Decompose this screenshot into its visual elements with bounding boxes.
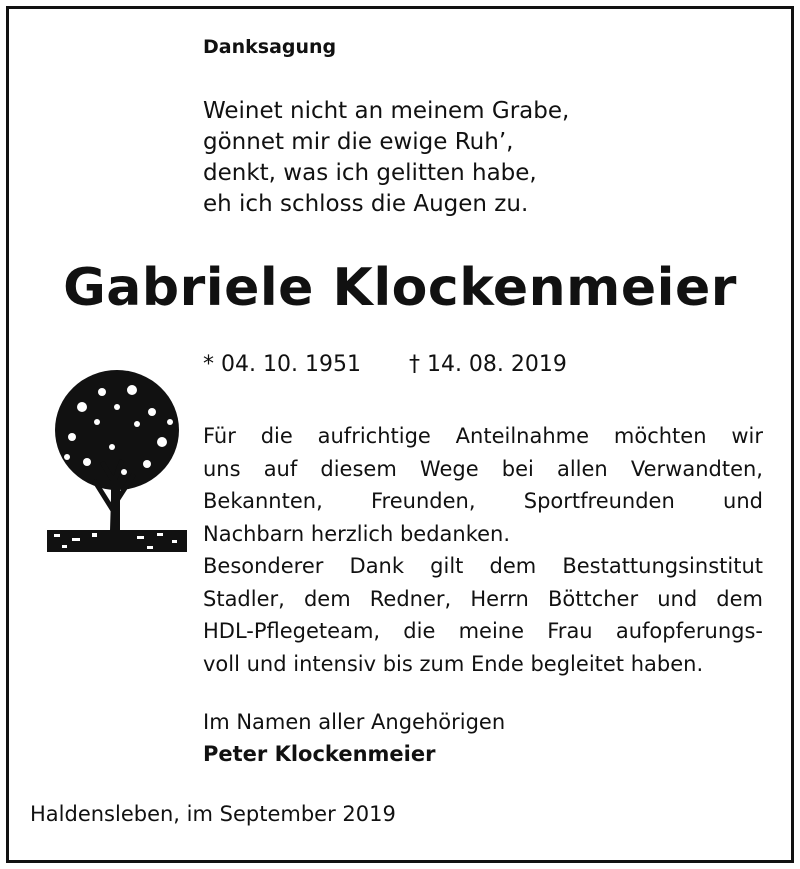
poem-line: eh ich schloss die Augen zu. — [203, 191, 529, 217]
deceased-name: Gabriele Klockenmeier — [63, 258, 737, 318]
signature-block — [203, 706, 505, 770]
thanks-line: Stadler, dem Redner, Herrn Böttcher und dem — [203, 586, 763, 611]
poem-line: gönnet mir die ewige Ruh’, — [203, 129, 514, 155]
thanks-line: Bekannten, Freunden, Sportfreunden und — [203, 489, 763, 513]
closing-line: Im Namen aller Angehörigen — [203, 710, 506, 734]
thanks-line: Besonderer Dank gilt dem Bestattungsinstitut — [203, 554, 763, 578]
thanks-line: voll und intensiv bis zum Ende begleitet haben. — [203, 651, 704, 676]
signer-name: Peter Klockenmeier — [203, 742, 436, 766]
poem-line: denkt, was ich gelitten habe, — [203, 160, 537, 186]
place-date: Haldensleben, im September 2019 — [30, 802, 396, 826]
notice-heading: Danksagung — [203, 36, 337, 58]
death-date: † 14. 08. 2019 — [408, 352, 567, 377]
poem — [203, 96, 569, 220]
thanks-line: Nachbarn herzlich bedanken. — [203, 521, 511, 546]
thanks-line: HDL-Pflegeteam, die meine Frau aufopferungs- — [203, 619, 763, 643]
thanks-text — [203, 420, 763, 680]
life-dates — [203, 352, 567, 377]
birth-date: * 04. 10. 1951 — [203, 352, 361, 377]
thanks-line: Für die aufrichtige Anteilnahme möchten wir — [203, 424, 763, 448]
tree-icon — [42, 362, 192, 557]
thanks-line: uns auf diesem Wege bei allen Verwandten, — [203, 456, 763, 481]
poem-line: Weinet nicht an meinem Grabe, — [203, 98, 570, 124]
